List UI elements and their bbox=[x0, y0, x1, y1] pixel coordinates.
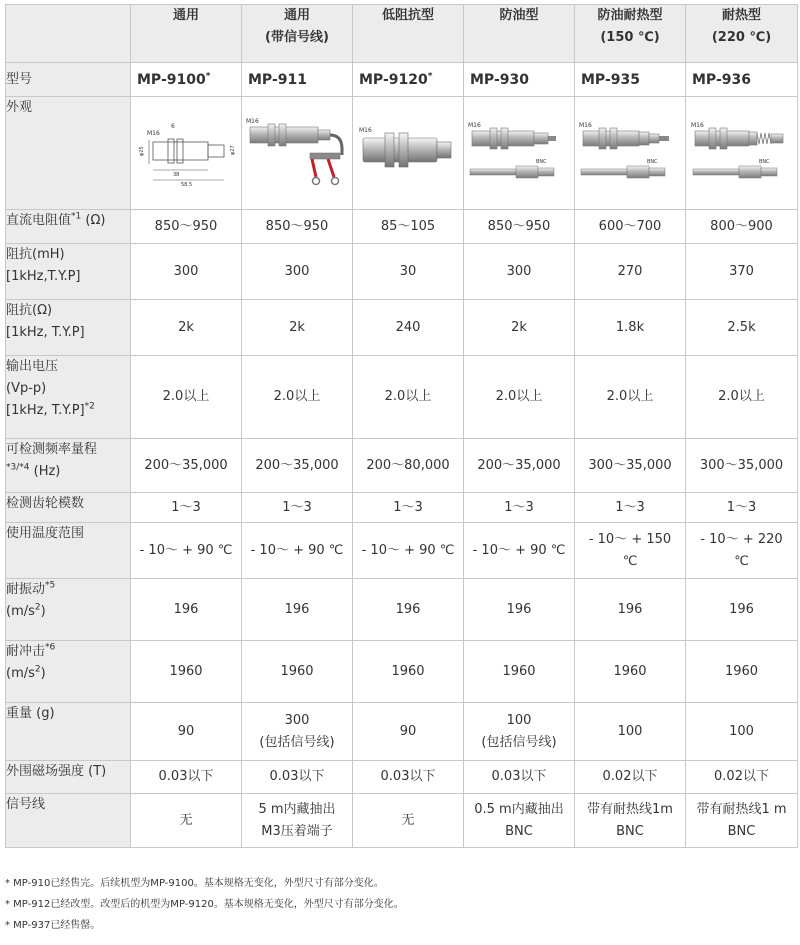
appearance-label: 外观 bbox=[6, 97, 131, 210]
header-corner bbox=[6, 5, 131, 63]
spec-value-cell: 90 bbox=[131, 703, 242, 761]
appearance-mp936 bbox=[686, 97, 798, 210]
spec-value-cell: 1～3 bbox=[242, 493, 353, 523]
spec-value-cell: 850～950 bbox=[242, 210, 353, 244]
row-temperature-range bbox=[6, 523, 798, 579]
spec-value-cell: 300～35,000 bbox=[686, 439, 798, 493]
row-label: 重量 (g) bbox=[6, 703, 131, 761]
spec-value-cell: 200～35,000 bbox=[131, 439, 242, 493]
appearance-mp911 bbox=[242, 97, 353, 210]
row-impedance-ohm bbox=[6, 300, 798, 356]
row-weight bbox=[6, 703, 798, 761]
spec-value-cell: 30 bbox=[353, 244, 464, 300]
row-signal-line bbox=[6, 794, 798, 848]
footnote: * MP-937已经售罄。 bbox=[5, 920, 101, 931]
svg-text:BNC: BNC bbox=[647, 159, 658, 165]
svg-text:BNC: BNC bbox=[536, 159, 547, 165]
row-frequency-range bbox=[6, 439, 798, 493]
spec-value-cell: 1～3 bbox=[131, 493, 242, 523]
svg-text:BNC: BNC bbox=[758, 159, 770, 165]
svg-text:M16: M16 bbox=[690, 122, 704, 129]
row-label: 直流电阻值$^{*1}$ (Ω) bbox=[6, 210, 131, 244]
spec-table bbox=[5, 4, 798, 848]
spec-value-cell: 100 bbox=[575, 703, 686, 761]
svg-text:M16: M16 bbox=[246, 118, 259, 125]
model-row bbox=[6, 63, 798, 97]
spec-value-cell: 2k bbox=[464, 300, 575, 356]
svg-text:M16: M16 bbox=[579, 122, 592, 129]
spec-value-cell: 1960 bbox=[686, 641, 798, 703]
svg-text:M16: M16 bbox=[147, 130, 160, 137]
header-col-5: 防油耐热型 (150 ℃) bbox=[575, 5, 686, 63]
spec-value-cell: 2k bbox=[242, 300, 353, 356]
spec-value-cell: 1960 bbox=[575, 641, 686, 703]
model-cell: MP-9100* bbox=[131, 63, 242, 97]
appearance-mp9120 bbox=[353, 97, 464, 210]
spec-value-cell: 1～3 bbox=[353, 493, 464, 523]
spec-value-cell: 85～105 bbox=[353, 210, 464, 244]
sensor-bnc-icon bbox=[577, 115, 683, 191]
spec-value-cell: 0.5 m内藏抽出 BNC bbox=[464, 794, 575, 848]
row-label: 外围磁场强度 (T) bbox=[6, 761, 131, 794]
row-impedance-mh bbox=[6, 244, 798, 300]
spec-value-cell: 100 bbox=[686, 703, 798, 761]
spec-value-cell: 1960 bbox=[131, 641, 242, 703]
spec-value-cell: 196 bbox=[353, 579, 464, 641]
row-label: 使用温度范围 bbox=[6, 523, 131, 579]
row-shock bbox=[6, 641, 798, 703]
header-col-2: 通用 (带信号线) bbox=[242, 5, 353, 63]
spec-value-cell: 600～700 bbox=[575, 210, 686, 244]
spec-value-cell: 2.5k bbox=[686, 300, 798, 356]
spec-value-cell: 300 bbox=[242, 244, 353, 300]
spec-value-cell: 带有耐热线1m BNC bbox=[575, 794, 686, 848]
spec-value-cell: 0.03以下 bbox=[464, 761, 575, 794]
row-label: 阻抗(Ω) [1kHz, T.Y.P] bbox=[6, 300, 131, 356]
spec-value-cell: - 10～ + 90 ℃ bbox=[464, 523, 575, 579]
header-col-3: 低阻抗型 bbox=[353, 5, 464, 63]
row-gear-module bbox=[6, 493, 798, 523]
spec-value-cell: 100 (包括信号线) bbox=[464, 703, 575, 761]
spec-value-cell: 无 bbox=[353, 794, 464, 848]
spec-value-cell: 240 bbox=[353, 300, 464, 356]
sensor-bnc-icon bbox=[466, 115, 572, 191]
appearance-mp935 bbox=[575, 97, 686, 210]
model-label: 型号 bbox=[6, 63, 131, 97]
header-row bbox=[6, 5, 798, 63]
spec-value-cell: 1960 bbox=[353, 641, 464, 703]
row-label: 输出电压 (Vp-p) [1kHz, T.Y.P]$^{*2}$ bbox=[6, 356, 131, 439]
footnote: * MP-910已经售完。后续机型为MP-9100。基本规格无变化，外型尺寸有部分变化。 bbox=[5, 878, 384, 889]
model-cell: MP-935 bbox=[575, 63, 686, 97]
spec-value-cell: 2.0以上 bbox=[131, 356, 242, 439]
spec-value-cell: 0.03以下 bbox=[131, 761, 242, 794]
spec-value-cell: 1.8k bbox=[575, 300, 686, 356]
spec-value-cell: 0.02以下 bbox=[575, 761, 686, 794]
spec-value-cell: 300 bbox=[131, 244, 242, 300]
spec-value-cell: - 10～ + 90 ℃ bbox=[353, 523, 464, 579]
spec-value-cell: 0.03以下 bbox=[353, 761, 464, 794]
sensor-with-cable-icon bbox=[244, 115, 350, 191]
row-label: 耐冲击$^{*6}$ $(m/s^2)$ bbox=[6, 641, 131, 703]
svg-text:38: 38 bbox=[173, 172, 180, 178]
spec-value-cell: 200～80,000 bbox=[353, 439, 464, 493]
model-cell: MP-911 bbox=[242, 63, 353, 97]
svg-text:6: 6 bbox=[171, 123, 175, 130]
spec-value-cell: 1～3 bbox=[464, 493, 575, 523]
spec-value-cell: 5 m内藏抽出 M3压着端子 bbox=[242, 794, 353, 848]
spec-value-cell: 0.03以下 bbox=[242, 761, 353, 794]
spec-value-cell: 2.0以上 bbox=[353, 356, 464, 439]
spec-value-cell: 300 (包括信号线) bbox=[242, 703, 353, 761]
spec-value-cell: - 10～ + 90 ℃ bbox=[242, 523, 353, 579]
spec-value-cell: 196 bbox=[575, 579, 686, 641]
spec-value-cell: 200～35,000 bbox=[464, 439, 575, 493]
row-output-voltage bbox=[6, 356, 798, 439]
spec-value-cell: 850～950 bbox=[464, 210, 575, 244]
svg-text:φ25: φ25 bbox=[139, 146, 145, 156]
row-label: 可检测频率量程 $^{*3/*4}$ (Hz) bbox=[6, 439, 131, 493]
spec-value-cell: 2.0以上 bbox=[686, 356, 798, 439]
spec-value-cell: 2.0以上 bbox=[242, 356, 353, 439]
svg-text:φ27: φ27 bbox=[230, 145, 236, 155]
row-dc-resistance bbox=[6, 210, 798, 244]
spec-value-cell: 370 bbox=[686, 244, 798, 300]
spec-value-cell: 0.02以下 bbox=[686, 761, 798, 794]
svg-text:M16: M16 bbox=[359, 127, 372, 134]
appearance-mp930 bbox=[464, 97, 575, 210]
spec-value-cell: 270 bbox=[575, 244, 686, 300]
spec-value-cell: - 10～ + 150 ℃ bbox=[575, 523, 686, 579]
header-col-6: 耐热型 (220 ℃) bbox=[686, 5, 798, 63]
spec-value-cell: 90 bbox=[353, 703, 464, 761]
row-label: 耐振动$^{*5}$ $(m/s^2)$ bbox=[6, 579, 131, 641]
spec-value-cell: 300 bbox=[464, 244, 575, 300]
spec-value-cell: 300～35,000 bbox=[575, 439, 686, 493]
sensor-bnc-icon bbox=[689, 115, 795, 191]
model-cell: MP-936 bbox=[686, 63, 798, 97]
spec-value-cell: 带有耐热线1 m BNC bbox=[686, 794, 798, 848]
spec-value-cell: 850～950 bbox=[131, 210, 242, 244]
row-label: 信号线 bbox=[6, 794, 131, 848]
row-magnetic-field bbox=[6, 761, 798, 794]
spec-value-cell: 196 bbox=[131, 579, 242, 641]
spec-value-cell: 1～3 bbox=[686, 493, 798, 523]
spec-value-cell: 1960 bbox=[464, 641, 575, 703]
row-label: 检测齿轮模数 bbox=[6, 493, 131, 523]
model-cell: MP-930 bbox=[464, 63, 575, 97]
spec-value-cell: 1～3 bbox=[575, 493, 686, 523]
footnote: * MP-912已经改型。改型后的机型为MP-9120。基本规格无变化，外型尺寸有部分变化。 bbox=[5, 899, 404, 910]
footnotes bbox=[5, 873, 795, 936]
spec-value-cell: 196 bbox=[242, 579, 353, 641]
svg-text:M16: M16 bbox=[468, 122, 481, 129]
appearance-row bbox=[6, 97, 798, 210]
header-col-4: 防油型 bbox=[464, 5, 575, 63]
spec-value-cell: 2.0以上 bbox=[464, 356, 575, 439]
spec-value-cell: 196 bbox=[464, 579, 575, 641]
header-col-1: 通用 bbox=[131, 5, 242, 63]
spec-rows bbox=[6, 210, 798, 848]
spec-value-cell: 2k bbox=[131, 300, 242, 356]
sensor-drawing-icon bbox=[133, 118, 239, 188]
spec-value-cell: - 10～ + 90 ℃ bbox=[131, 523, 242, 579]
spec-value-cell: - 10～ + 220 ℃ bbox=[686, 523, 798, 579]
row-label: 阻抗(mH) [1kHz,T.Y.P] bbox=[6, 244, 131, 300]
spec-value-cell: 无 bbox=[131, 794, 242, 848]
spec-value-cell: 800～900 bbox=[686, 210, 798, 244]
spec-value-cell: 2.0以上 bbox=[575, 356, 686, 439]
sensor-photo-icon bbox=[355, 118, 461, 188]
appearance-mp9100 bbox=[131, 97, 242, 210]
spec-value-cell: 200～35,000 bbox=[242, 439, 353, 493]
model-cell: MP-9120* bbox=[353, 63, 464, 97]
svg-text:58.5: 58.5 bbox=[181, 182, 193, 188]
spec-value-cell: 196 bbox=[686, 579, 798, 641]
spec-value-cell: 1960 bbox=[242, 641, 353, 703]
row-vibration bbox=[6, 579, 798, 641]
